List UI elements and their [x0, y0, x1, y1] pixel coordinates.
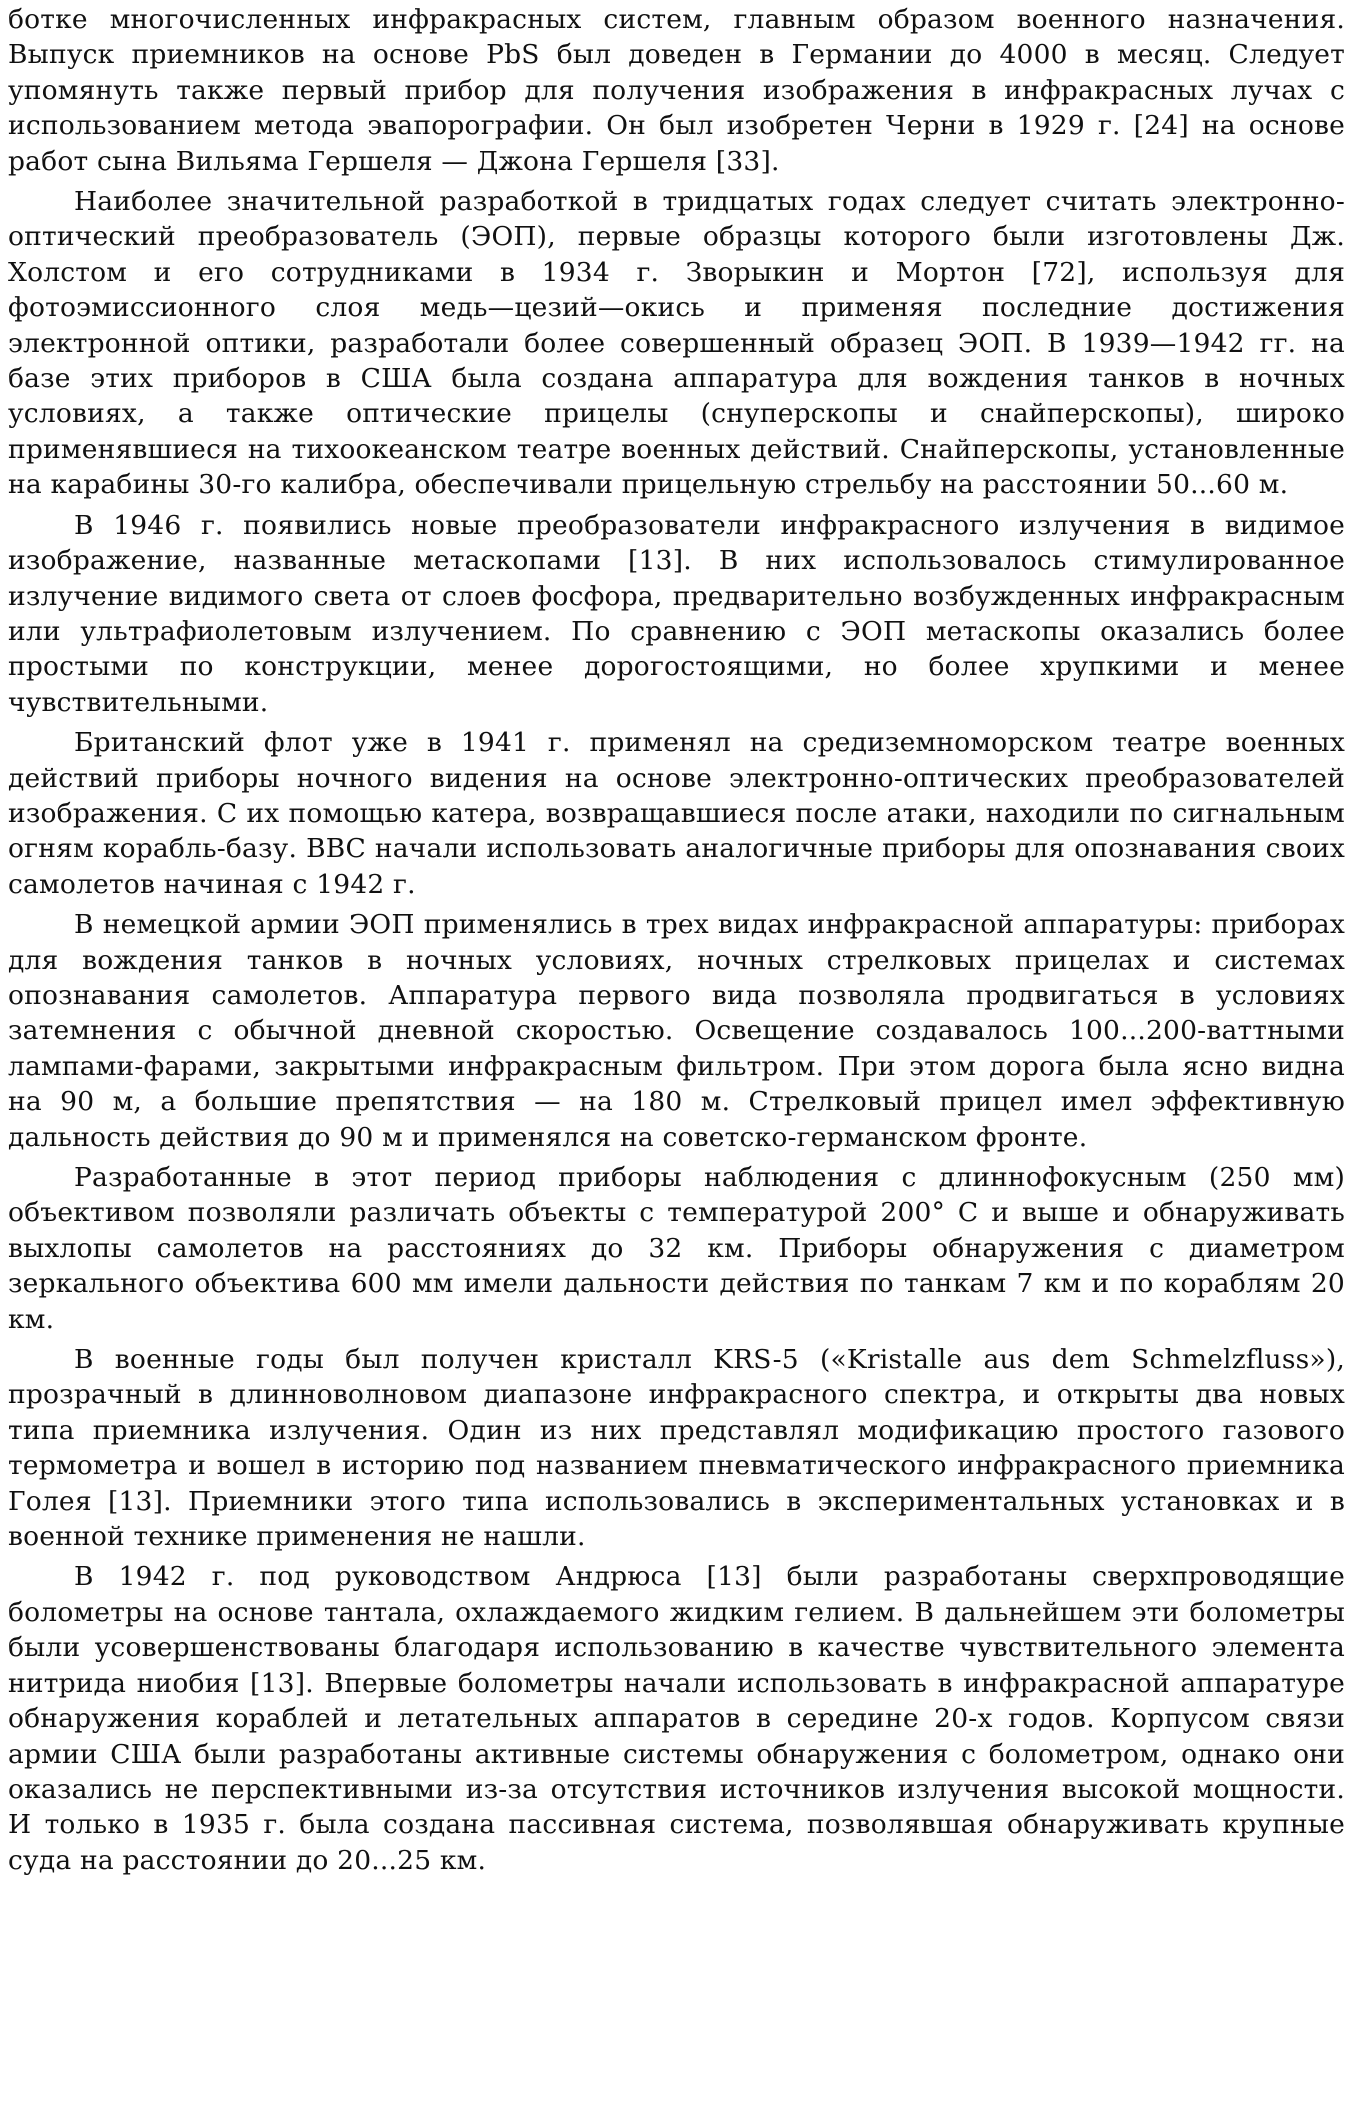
paragraph-eop: Наиболее значительной разработкой в тридцатых годах следует считать электронно-оптический преобразователь (ЭОП), первые образцы которого были изготовлены Дж. Холстом и его сотрудниками в 1934 г. Зворыкин и Мортон [72], используя для фотоэмиссионного слоя медь—цезий—окись и применяя последние достижения электронной оптики, разработали более совершенный образец ЭОП. В 1939—1942 гг. на базе этих приборов в США была создана аппаратура для вождения танков в ночных условиях, а также оптические прицелы (снуперскопы и снайперскопы), широко применявшиеся на тихоокеанском театре военных действий. Снайперскопы, установленные на карабины 30-го калибра, обеспечивали прицельную стрельбу на расстоянии 50...60 м.: [8, 186, 1345, 501]
paragraph-bolometers: В 1942 г. под руководством Андрюса [13] были разработаны сверхпроводящие болометры на основе тантала, охлаждаемого жидким гелием. В дальнейшем эти болометры были усовершенствованы благодаря использованию в качестве чувствительного элемента нитрида ниобия [13]. Впервые болометры начали использовать в инфракрасной аппаратуре обнаружения кораблей и летательных аппаратов в середине 20-х годов. Корпусом связи армии США были разработаны активные системы обнаружения с болометром, однако они оказались не перспективными из-за отсутствия источников излучения высокой мощности. И только в 1935 г. была создана пассивная система, позволявшая обнаруживать крупные суда на расстоянии до 20...25 км.: [8, 1561, 1345, 1876]
paragraph-krs5-crystal: В военные годы был получен кристалл KRS-5 («Kristalle aus dem Schmelzfluss»), прозрачный в длинноволновом диапазоне инфракрасного спектра, и открыты два новых типа приемника излучения. Один из них представлял модификацию простого газового термометра и вошел в историю под названием пневматического инфракрасного приемника Голея [13]. Приемники этого типа использовались в экспериментальных установках и в военной технике применения не нашли.: [8, 1344, 1345, 1553]
paragraph-british-fleet: Британский флот уже в 1941 г. применял на средиземноморском театре военных действий приборы ночного видения на основе электронно-оптических преобразователей изображения. С их помощью катера, возвращавшиеся после атаки, находили по сигнальным огням корабль-базу. ВВС начали использовать аналогичные приборы для опознавания своих самолетов начиная с 1942 г.: [8, 727, 1345, 900]
paragraph-german-army: В немецкой армии ЭОП применялись в трех видах инфракрасной аппаратуры: приборах для вождения танков в ночных условиях, ночных стрелковых прицелах и системах опознавания самолетов. Аппаратура первого вида позволяла продвигаться в условиях затемнения с обычной дневной скоростью. Освещение создавалось 100...200-ваттными лампами-фарами, закрытыми инфракрасным фильтром. При этом дорога была ясно видна на 90 м, а большие препятствия — на 180 м. Стрелковый прицел имел эффективную дальность действия до 90 м и применялся на советско-германском фронте.: [8, 909, 1345, 1153]
paragraph-observation-devices: Разработанные в этот период приборы наблюдения с длиннофокусным (250 мм) объективом позволяли различать объекты с температурой 200° С и выше и обнаруживать выхлопы самолетов на расстояниях до 32 км. Приборы обнаружения с диаметром зеркального объектива 600 мм имели дальности действия по танкам 7 км и по кораблям 20 км.: [8, 1162, 1345, 1335]
paragraph-metascopes: В 1946 г. появились новые преобразователи инфракрасного излучения в видимое изображение, названные метаскопами [13]. В них использовалось стимулированное излучение видимого света от слоев фосфора, предварительно возбужденных инфракрасным или ультрафиолетовым излучением. По сравнению с ЭОП метаскопы оказались более простыми по конструкции, менее дорогостоящими, но более хрупкими и менее чувствительными.: [8, 509, 1345, 718]
paragraph-continuation: ботке многочисленных инфракрасных систем, главным образом военного назначения. Выпуск приемников на основе PbS был доведен в Германии до 4000 в месяц. Следует упомянуть также первый прибор для получения изображения в инфракрасных лучах с использованием метода эвапорографии. Он был изобретен Черни в 1929 г. [24] на основе работ сына Вильяма Гершеля — Джона Гершеля [33].: [8, 4, 1345, 177]
